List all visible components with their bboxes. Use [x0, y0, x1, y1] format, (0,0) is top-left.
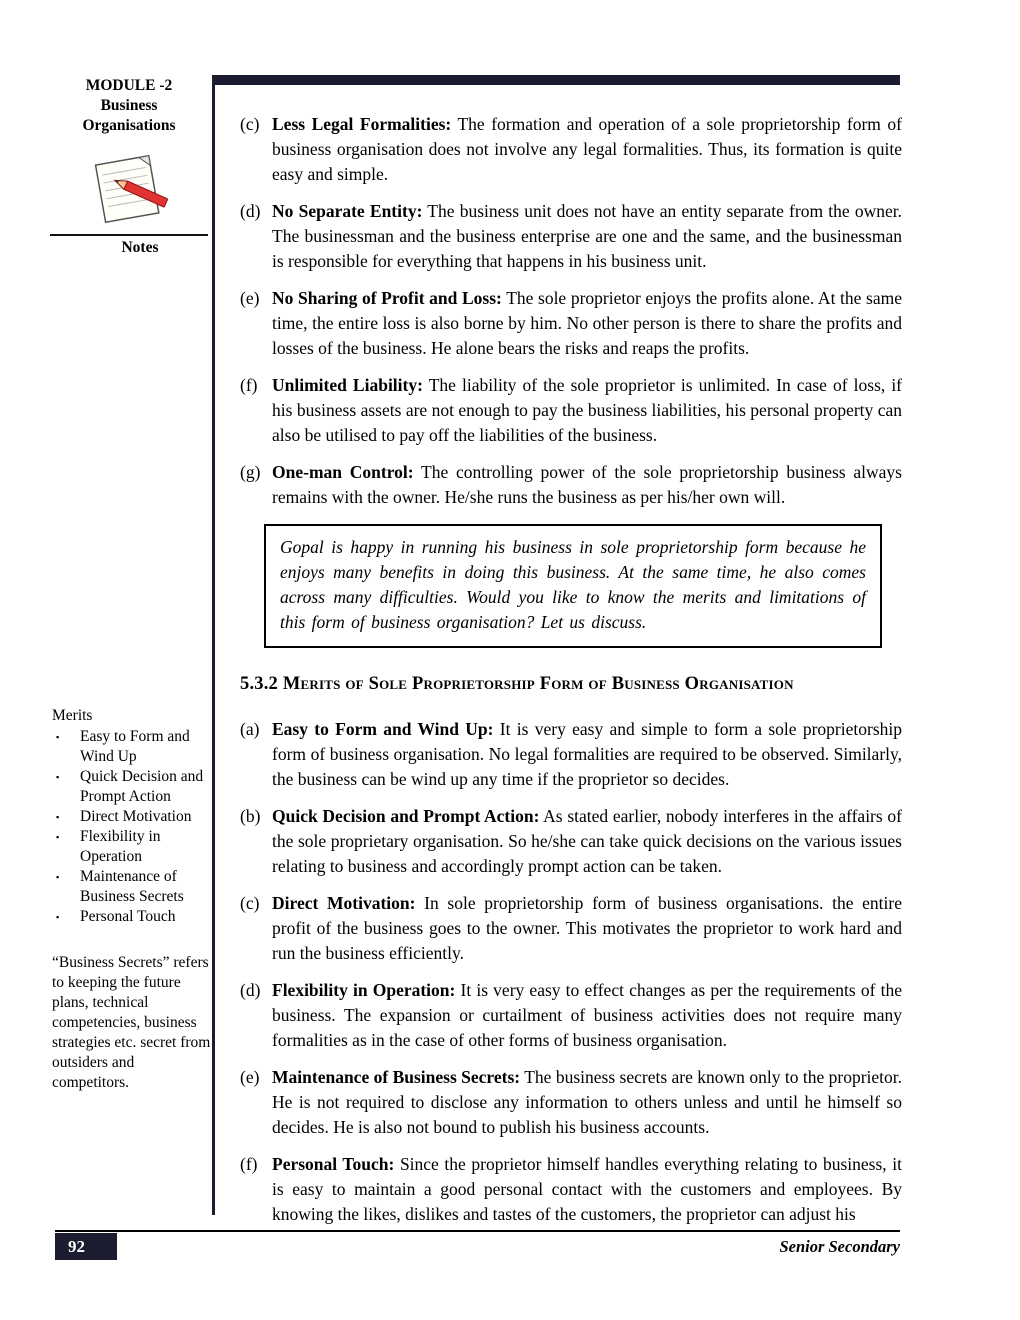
module-title-line-2: Business — [100, 97, 158, 114]
merits-bullet-label: Direct Motivation — [80, 808, 192, 825]
page-number: 92 — [68, 1236, 85, 1256]
merits-bullet-label: Personal Touch — [80, 908, 176, 925]
page-number-badge — [55, 1233, 117, 1260]
merits-bullet-label: Easy to Form and Wind Up — [80, 728, 190, 765]
section-title: Merits of Sole Proprietorship Form of Business Organisation — [282, 674, 794, 694]
item-term: Less Legal Formalities: — [272, 114, 452, 134]
section-heading — [240, 672, 902, 697]
module-title — [50, 76, 208, 136]
main-content — [240, 112, 902, 1239]
business-secrets-note: “Business Secrets” refers to keeping the future plans, technical competencies, business strategies etc. secret from outsiders and competitors. — [52, 954, 211, 1091]
item-text: Since the proprietor himself handles everything relating to business, it is easy to maintain a good personal contact with the customers and employees. By knowing the likes, dislikes and tastes of the customers, the proprietor can adjust his — [272, 1154, 902, 1224]
item-text: The sole proprietor enjoys the profits alone. At the same time, the entire loss is also borne by him. No other person is there to share the profits and losses of the business. He alone bears the risks and reaps the profits. — [272, 288, 903, 358]
item-body — [272, 199, 902, 274]
item-body — [272, 804, 902, 879]
merits-bullet-label: Quick Decision and Prompt Action — [80, 768, 204, 805]
item-text: It is very easy to effect changes as per the requirements of the business. The expansion or curtailment of business activities does not require many formalities as in the case of other forms of business organisation. — [272, 980, 902, 1050]
item-label: (d) — [240, 201, 261, 221]
merits-bullet-item — [52, 807, 212, 827]
item-text: The liability of the sole proprietor is unlimited. In case of loss, if his business assets are not enough to pay the business liabilities, his personal property can also be utilised to pay off the liabilities of the business. — [272, 375, 903, 445]
module-title-line-3: Organisations — [82, 117, 176, 134]
sidebar-merits-heading: Merits — [52, 707, 93, 724]
item-body — [272, 717, 902, 792]
module-title-line-1: MODULE -2 — [85, 77, 173, 94]
item-text: The formation and operation of a sole proprietorship form of business organisation does not involve any legal formalities. Thus, its formation is quite easy and simple. — [272, 114, 903, 184]
characteristic-item — [240, 286, 902, 361]
item-label: (e) — [240, 288, 260, 308]
column-divider — [212, 75, 215, 1215]
item-body — [272, 978, 902, 1053]
characteristic-item — [240, 199, 902, 274]
footer-divider — [55, 1230, 900, 1232]
merit-item — [240, 1065, 902, 1140]
item-text: The business secrets are known only to the proprietor. He is not required to disclose any information to others unless and until he himself so decides. He is also not bound to publish his business accounts. — [272, 1067, 903, 1137]
merits-bullet-label: Maintenance of Business Secrets — [80, 868, 184, 905]
notepad-pencil-icon — [72, 148, 187, 230]
square-bullet-icon: ▪ — [56, 872, 60, 882]
sidebar-module — [50, 76, 208, 257]
merits-bullet-item — [52, 867, 212, 907]
merit-item — [240, 1152, 902, 1227]
item-text: It is very easy and simple to form a sole proprietorship form of business organisation. No legal formalities are required to be observed. Similarly, the business can be wind up any time if the proprietor so decides. — [272, 719, 903, 789]
item-term: No Sharing of Profit and Loss: — [272, 288, 502, 308]
merit-item — [240, 978, 902, 1053]
item-label: (f) — [240, 1154, 258, 1174]
item-text: In sole proprietorship form of business organisations. the entire profit of the business goes to the owner. This motivates the proprietor to work hard and run the business efficiently. — [272, 893, 902, 963]
item-body — [272, 460, 902, 510]
item-text: The business unit does not have an entity separate from the owner. The businessman and the business enterprise are one and the same, and the businessman is responsible for everything that happens in his business unit. — [272, 201, 903, 271]
item-text: As stated earlier, nobody interferes in the affairs of the sole proprietary organisation. So he/she can take quick decisions on the various issues relating to business and accordingly prompt action can be taken. — [272, 806, 902, 876]
notes-label: Notes — [121, 239, 159, 256]
sidebar-merits-summary — [52, 706, 212, 1093]
item-label: (g) — [240, 462, 261, 482]
item-label: (b) — [240, 806, 261, 826]
item-term: Flexibility in Operation: — [272, 980, 456, 1000]
notes-icon — [72, 148, 187, 230]
item-term: No Separate Entity: — [272, 201, 423, 221]
item-term: Personal Touch: — [272, 1154, 395, 1174]
characteristic-item — [240, 373, 902, 448]
item-term: Quick Decision and Prompt Action: — [272, 806, 540, 826]
item-body — [272, 286, 902, 361]
item-text: The controlling power of the sole proprietorship business always remains with the owner. He/she runs the business as per his/her own will. — [272, 462, 902, 507]
characteristic-item — [240, 112, 902, 187]
section-number: 5.3.2 — [240, 674, 278, 694]
item-term: Maintenance of Business Secrets: — [272, 1067, 521, 1087]
item-label: (a) — [240, 719, 260, 739]
item-body — [272, 891, 902, 966]
item-body — [272, 1152, 902, 1227]
merits-bullet-label: Flexibility in Operation — [80, 828, 161, 865]
item-body — [272, 112, 902, 187]
discussion-box — [264, 524, 882, 648]
item-label: (c) — [240, 114, 260, 134]
item-label: (d) — [240, 980, 261, 1000]
square-bullet-icon: ▪ — [56, 832, 60, 842]
item-term: Unlimited Liability: — [272, 375, 423, 395]
square-bullet-icon: ▪ — [56, 912, 60, 922]
item-term: Direct Motivation: — [272, 893, 416, 913]
item-term: One-man Control: — [272, 462, 414, 482]
notes-divider — [50, 234, 208, 236]
square-bullet-icon: ▪ — [56, 812, 60, 822]
merits-bullet-item — [52, 727, 212, 767]
merit-item — [240, 717, 902, 792]
item-term: Easy to Form and Wind Up: — [272, 719, 494, 739]
discussion-box-text: Gopal is happy in running his business in sole proprietorship form because he enjoys many benefits in doing this business. At the same time, he also comes across many difficulties. Would you like to know the merits and limitations of this form of business organisation? Let us discuss. — [280, 537, 866, 632]
square-bullet-icon: ▪ — [56, 772, 60, 782]
square-bullet-icon: ▪ — [56, 732, 60, 742]
item-label: (f) — [240, 375, 258, 395]
top-rule-bar — [215, 75, 900, 85]
item-body — [272, 373, 902, 448]
merits-bullet-item — [52, 767, 212, 807]
item-body — [272, 1065, 902, 1140]
characteristic-item — [240, 460, 902, 510]
item-label: (e) — [240, 1067, 260, 1087]
merit-item — [240, 891, 902, 966]
footer-book-title: Senior Secondary — [779, 1237, 900, 1256]
merits-bullet-item — [52, 907, 212, 927]
merit-item — [240, 804, 902, 879]
item-label: (c) — [240, 893, 260, 913]
merits-bullet-item — [52, 827, 212, 867]
